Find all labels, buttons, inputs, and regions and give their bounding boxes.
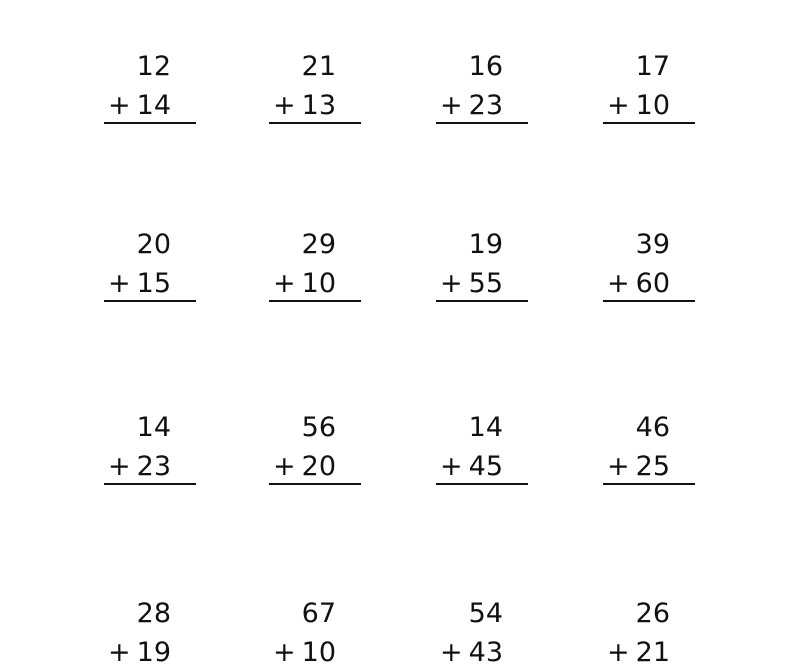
bottom-number: 15 — [136, 268, 171, 299]
bottom-number: 43 — [468, 637, 503, 668]
bottom-number: 10 — [301, 637, 336, 668]
addend-line — [607, 450, 670, 484]
answer-line — [436, 300, 528, 302]
answer-line — [436, 122, 528, 124]
addend-line — [108, 89, 171, 123]
bottom-number: 10 — [635, 90, 670, 121]
top-number: 14 — [136, 412, 171, 443]
plus-sign: + — [607, 268, 630, 299]
answer-line — [269, 122, 361, 124]
plus-sign: + — [273, 90, 296, 121]
plus-sign: + — [607, 637, 630, 668]
top-number: 16 — [468, 51, 503, 82]
answer-line — [104, 483, 196, 485]
top-number: 19 — [468, 229, 503, 260]
top-number: 20 — [136, 229, 171, 260]
answer-line — [269, 483, 361, 485]
plus-sign: + — [108, 637, 131, 668]
plus-sign: + — [273, 637, 296, 668]
plus-sign: + — [108, 268, 131, 299]
answer-line — [104, 122, 196, 124]
addend-line — [108, 450, 171, 484]
bottom-number: 14 — [136, 90, 171, 121]
plus-sign: + — [607, 90, 630, 121]
bottom-number: 21 — [635, 637, 670, 668]
addend-line — [273, 450, 336, 484]
addend-line — [273, 636, 336, 670]
bottom-number: 19 — [136, 637, 171, 668]
plus-sign: + — [440, 90, 463, 121]
top-number: 28 — [136, 598, 171, 629]
top-number: 12 — [136, 51, 171, 82]
top-number: 56 — [301, 412, 336, 443]
plus-sign: + — [273, 268, 296, 299]
plus-sign: + — [607, 451, 630, 482]
plus-sign: + — [440, 268, 463, 299]
plus-sign: + — [108, 90, 131, 121]
plus-sign: + — [108, 451, 131, 482]
bottom-number: 45 — [468, 451, 503, 482]
answer-line — [104, 300, 196, 302]
bottom-number: 60 — [635, 268, 670, 299]
bottom-number: 10 — [301, 268, 336, 299]
bottom-number: 25 — [635, 451, 670, 482]
top-number: 14 — [468, 412, 503, 443]
top-number: 54 — [468, 598, 503, 629]
answer-line — [436, 483, 528, 485]
addend-line — [607, 267, 670, 301]
answer-line — [603, 483, 695, 485]
addend-line — [108, 267, 171, 301]
plus-sign: + — [440, 451, 463, 482]
top-number: 21 — [301, 51, 336, 82]
top-number: 39 — [635, 229, 670, 260]
addend-line — [108, 636, 171, 670]
answer-line — [603, 122, 695, 124]
top-number: 26 — [635, 598, 670, 629]
addend-line — [440, 636, 503, 670]
addend-line — [273, 89, 336, 123]
addend-line — [440, 267, 503, 301]
addend-line — [440, 89, 503, 123]
plus-sign: + — [273, 451, 296, 482]
addend-line — [273, 267, 336, 301]
top-number: 46 — [635, 412, 670, 443]
top-number: 67 — [301, 598, 336, 629]
plus-sign: + — [440, 637, 463, 668]
addend-line — [440, 450, 503, 484]
top-number: 29 — [301, 229, 336, 260]
answer-line — [269, 300, 361, 302]
top-number: 17 — [635, 51, 670, 82]
bottom-number: 23 — [468, 90, 503, 121]
bottom-number: 55 — [468, 268, 503, 299]
addend-line — [607, 636, 670, 670]
addend-line — [607, 89, 670, 123]
answer-line — [603, 300, 695, 302]
bottom-number: 20 — [301, 451, 336, 482]
bottom-number: 23 — [136, 451, 171, 482]
bottom-number: 13 — [301, 90, 336, 121]
